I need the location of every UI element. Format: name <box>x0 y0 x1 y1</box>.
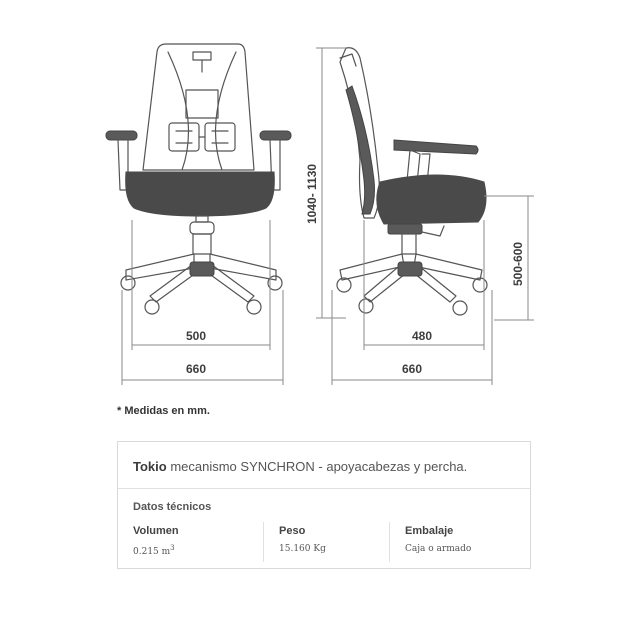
seat-height-range-label: 500-600 <box>511 241 525 286</box>
volume-value: 0.215 $m^3$ <box>133 544 175 557</box>
front-view-chair <box>106 44 291 314</box>
product-name: Tokio <box>133 459 167 474</box>
side-view-chair <box>337 48 487 315</box>
side-total-depth-label: 660 <box>402 362 423 376</box>
front-seat-width-label: 500 <box>186 329 207 343</box>
height-range-label: 1040- 1130 <box>305 163 319 224</box>
weight-value: 15.160 Kg <box>279 544 326 554</box>
volume-unit-exponent: 3 <box>170 544 175 552</box>
volume-label: Volumen <box>133 525 179 537</box>
product-description: mecanismo SYNCHRON - apoyacabezas y percha. <box>166 459 468 474</box>
spec-weight <box>263 522 405 562</box>
product-spec-card <box>117 441 531 569</box>
front-total-width-label: 660 <box>186 362 207 376</box>
product-headline <box>118 442 530 489</box>
packaging-label: Embalaje <box>405 525 454 537</box>
spec-volume <box>133 522 261 562</box>
spec-packaging <box>389 522 531 562</box>
side-seat-depth-label: 480 <box>412 329 433 343</box>
spec-section-title: Datos técnicos <box>133 501 212 513</box>
packaging-value: Caja o armado <box>405 544 472 554</box>
weight-label: Peso <box>279 525 306 537</box>
measurement-note: * Medidas en mm. <box>117 405 210 417</box>
